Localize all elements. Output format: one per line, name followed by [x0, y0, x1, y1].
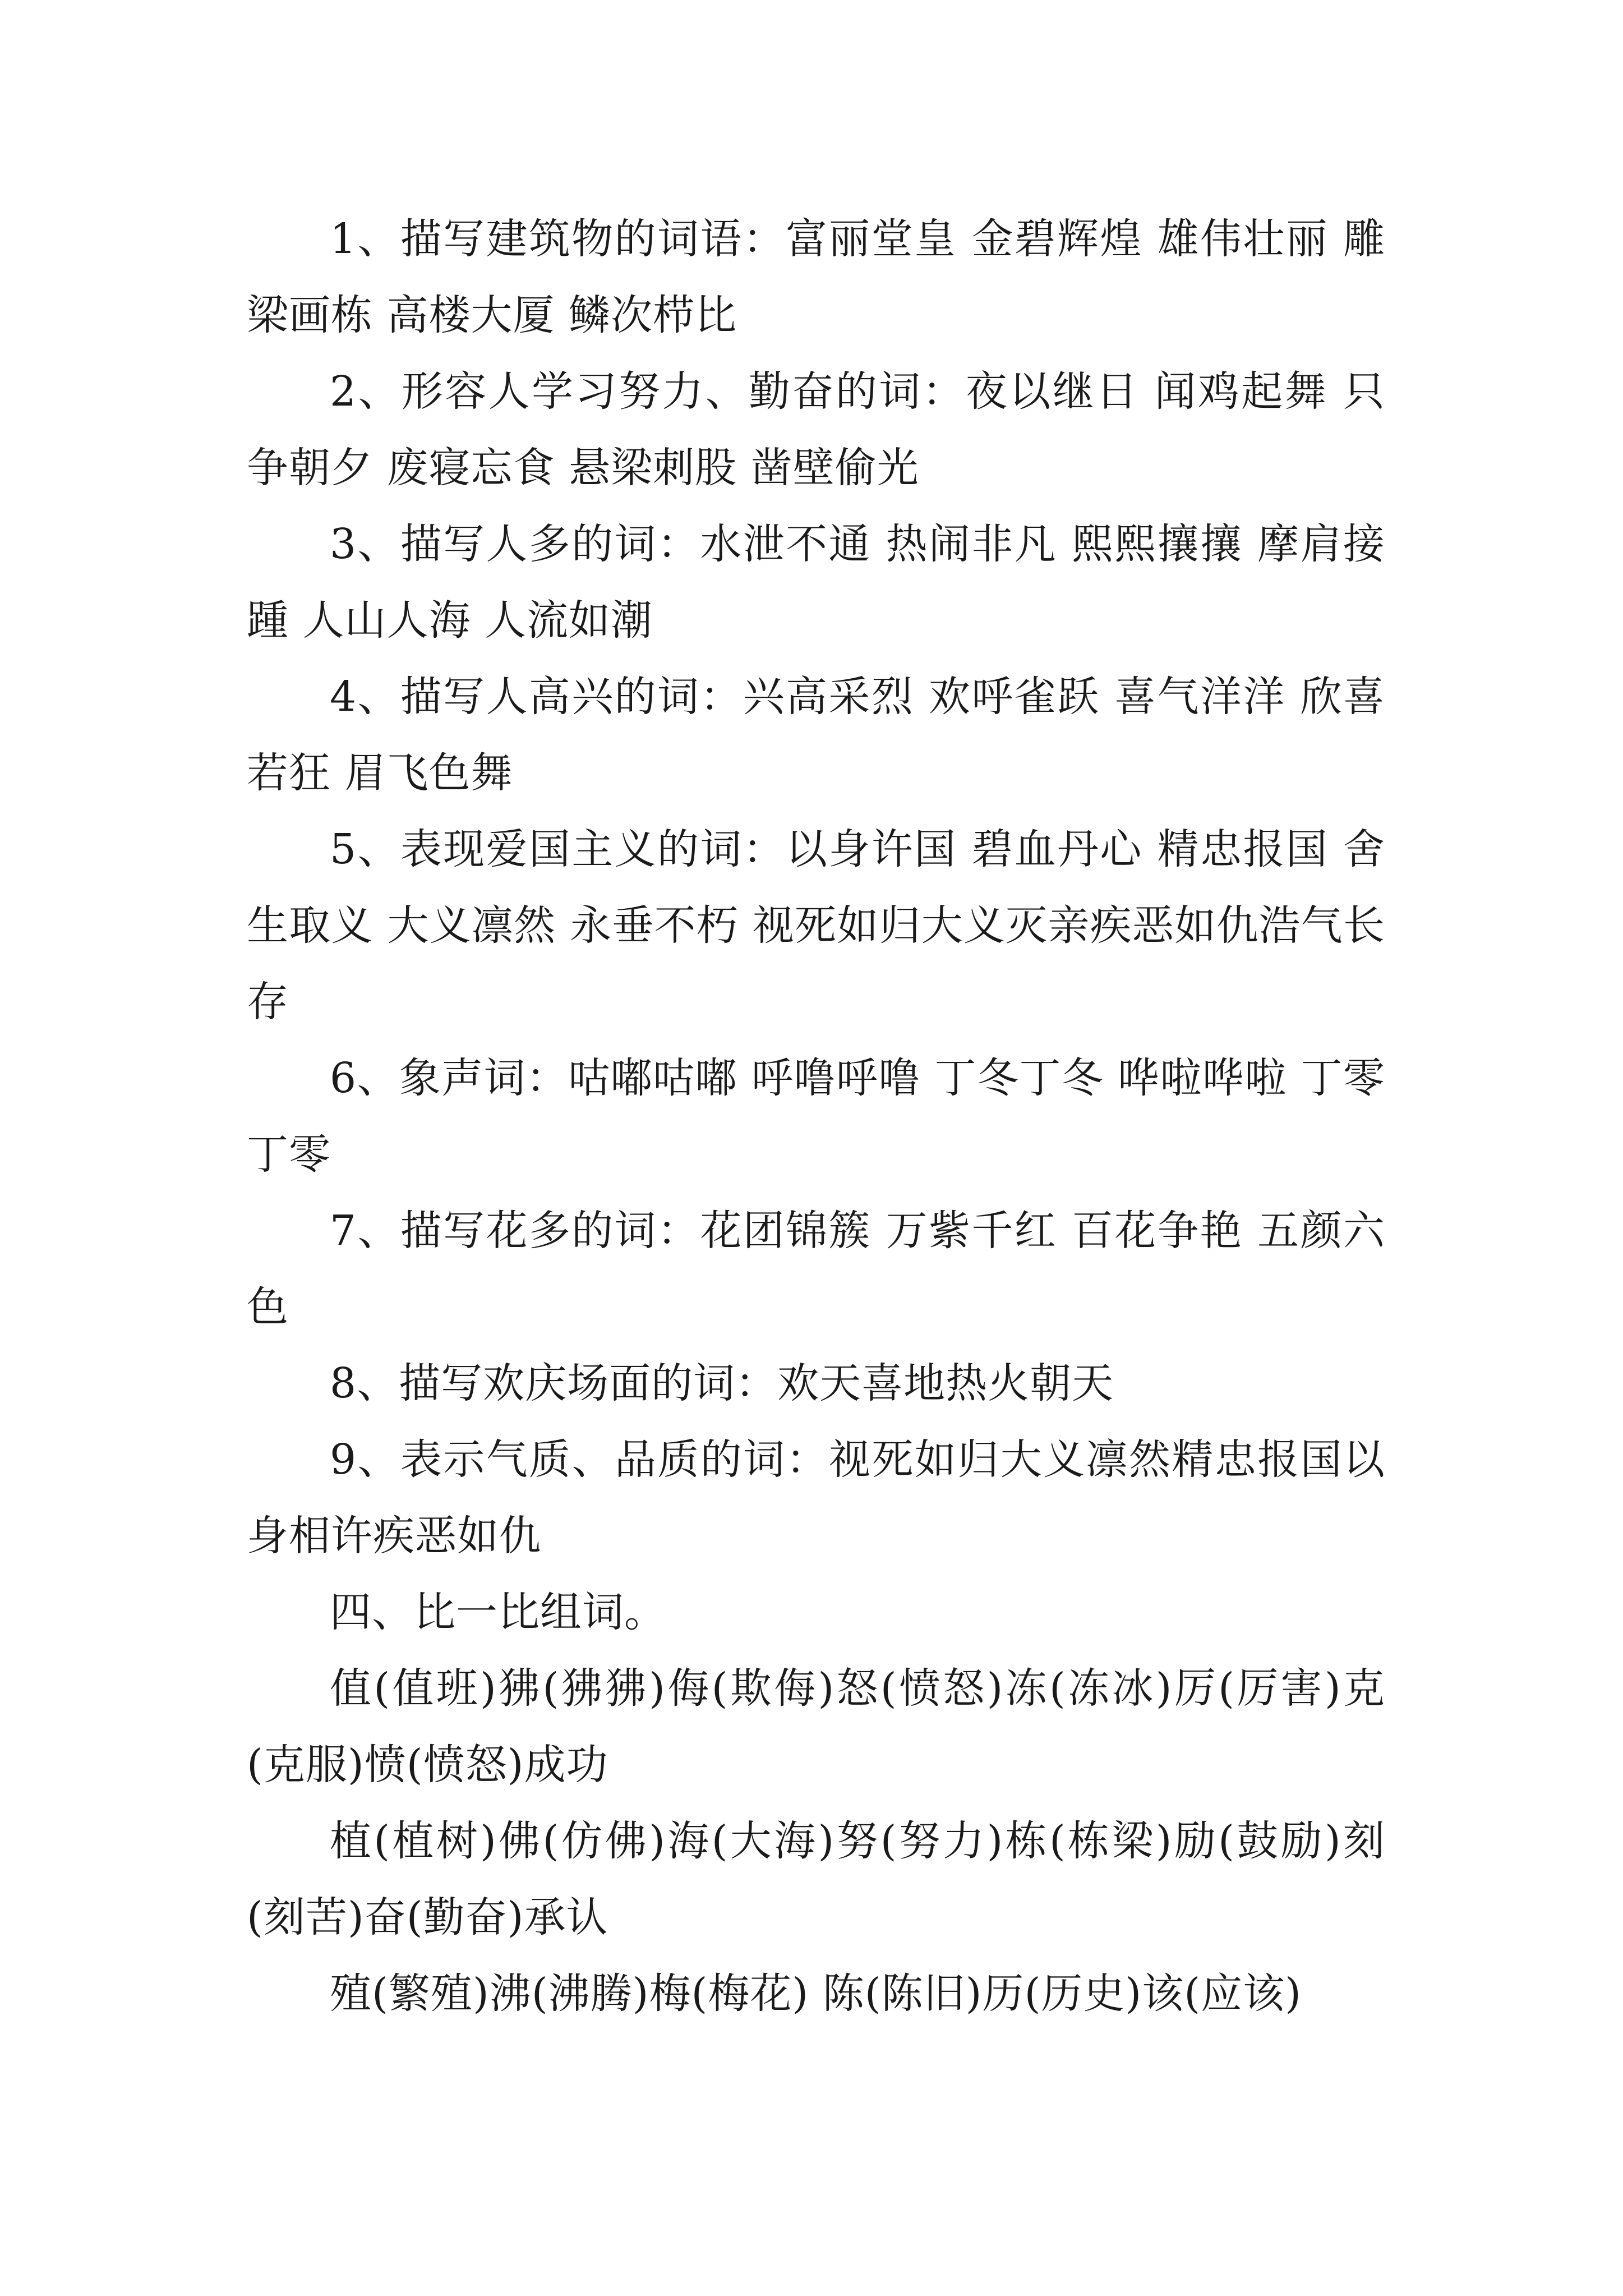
- paragraph-compare-row-1: 值(值班)狒(狒狒)侮(欺侮)怒(愤怒)冻(冻冰)厉(厉害)克(克服)愤(愤怒)成功: [247, 1664, 1385, 1789]
- paragraph-patriotism-words: 5、表现爱国主义的词：以身许国 碧血丹心 精忠报国 舍生取义 大义凛然 永垂不朽 视死如归大义灭亲疾恶如仇浩气长存: [247, 825, 1385, 1026]
- paragraph-building-words: 1、描写建筑物的词语：富丽堂皇 金碧辉煌 雄伟壮丽 雕梁画栋 高楼大厦 鳞次栉比: [247, 215, 1385, 339]
- section-heading-compare: 四、比一比组词。: [330, 1588, 666, 1636]
- paragraph-character-words: 9、表示气质、品质的词：视死如归大义凛然精忠报国以身相许疾恶如仇: [247, 1435, 1385, 1560]
- paragraph-happy-words: 4、描写人高兴的词：兴高采烈 欢呼雀跃 喜气洋洋 欣喜若狂 眉飞色舞: [247, 673, 1385, 797]
- paragraph-celebration-words: 8、描写欢庆场面的词：欢天喜地热火朝天: [330, 1359, 1114, 1407]
- paragraph-study-words: 2、形容人学习努力、勤奋的词：夜以继日 闻鸡起舞 只争朝夕 废寝忘食 悬梁刺股 凿壁偷光: [247, 367, 1385, 492]
- paragraph-compare-row-2: 植(植树)佛(仿佛)海(大海)努(努力)栋(栋梁)励(鼓励)刻(刻苦)奋(勤奋)承认: [247, 1817, 1385, 1941]
- paragraph-flower-words: 7、描写花多的词：花团锦簇 万紫千红 百花争艳 五颜六色: [247, 1207, 1385, 1331]
- paragraph-crowd-words: 3、描写人多的词：水泄不通 热闹非凡 熙熙攘攘 摩肩接踵 人山人海 人流如潮: [247, 520, 1385, 645]
- paragraph-compare-row-3: 殖(繁殖)沸(沸腾)梅(梅花) 陈(陈旧)历(历史)该(应该): [330, 1970, 1302, 2018]
- paragraph-onomatopoeia-words: 6、象声词：咕嘟咕嘟 呼噜呼噜 丁冬丁冬 哗啦哗啦 丁零丁零: [247, 1054, 1385, 1179]
- document-page: [247, 201, 1385, 2032]
